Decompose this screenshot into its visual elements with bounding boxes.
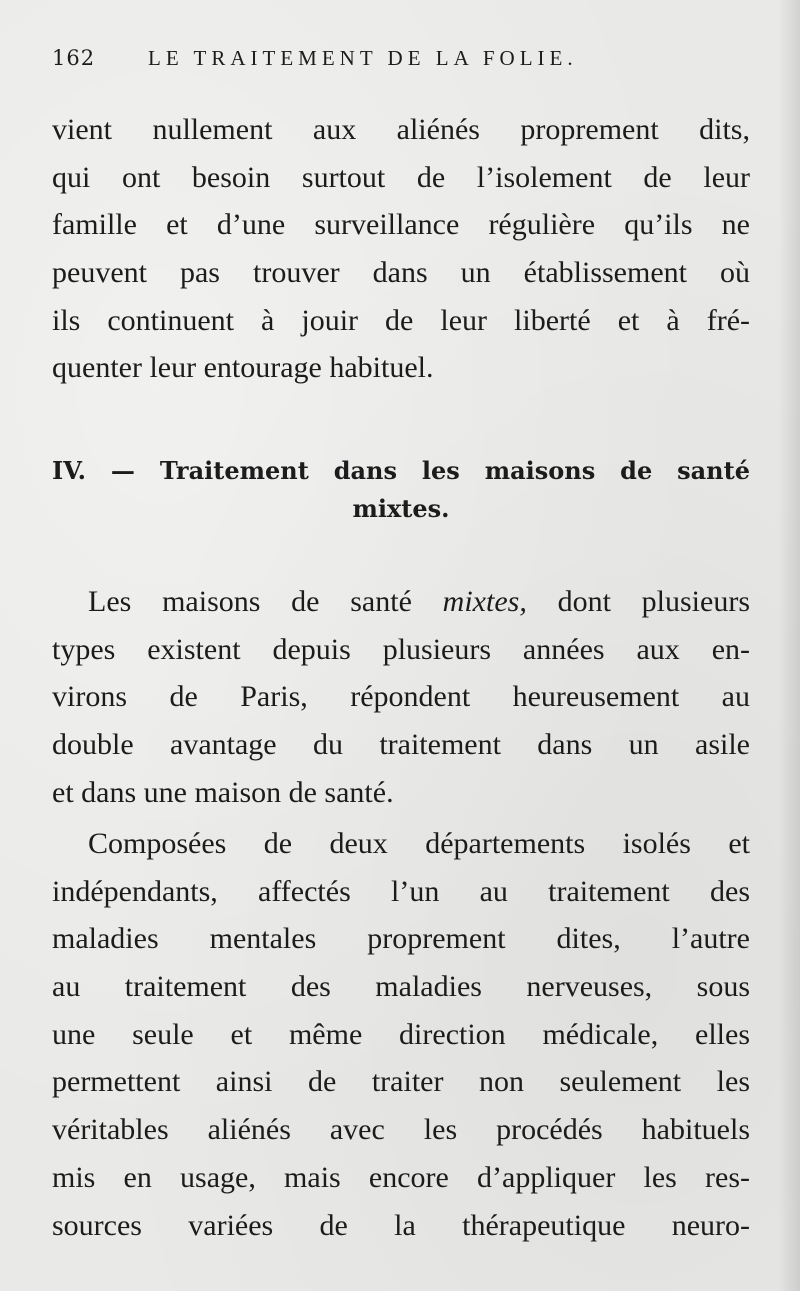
- text-line: virons de Paris, répondent heureusement au: [52, 680, 750, 714]
- text-line: famille et d’une surveillance régulière qu’ils ne: [52, 208, 750, 242]
- text-line: Composées de deux départements isolés et: [88, 827, 750, 860]
- text-line: une seule et même direction médicale, elles: [52, 1017, 750, 1051]
- text-line: qui ont besoin surtout de l’isolement de leur: [52, 160, 750, 194]
- text-line: véritables aliénés avec les procédés habituels: [52, 1113, 750, 1147]
- text-line: vient nullement aux aliénés proprement dits,: [52, 113, 750, 146]
- text-line: et dans une maison de santé.: [52, 775, 394, 809]
- section-heading-line: mixtes.: [352, 494, 450, 523]
- text-line: types existent depuis plusieurs années aux en-: [52, 632, 750, 666]
- text-line: maladies mentales proprement dites, l’autre: [52, 922, 750, 956]
- paragraph-mixed-houses: [52, 578, 750, 816]
- text-line: peuvent pas trouver dans un établissement où: [52, 256, 750, 290]
- text-line: indépendants, affectés l’un au traitement des: [52, 874, 750, 908]
- paragraph-continued: [52, 106, 750, 392]
- italic-term: mixtes,: [442, 585, 527, 618]
- text-line: double avantage du traitement dans un asile: [52, 728, 750, 762]
- text-line: quenter leur entourage habituel.: [52, 351, 434, 385]
- paragraph-departments: [52, 820, 750, 1249]
- text-line: ils continuent à jouir de leur liberté et à fré-: [52, 303, 750, 337]
- text-line: au traitement des maladies nerveuses, sous: [52, 970, 750, 1004]
- text-line: sources variées de la thérapeutique neuro-: [52, 1208, 750, 1242]
- page-number: 162: [52, 46, 96, 70]
- text-run: dont plusieurs: [526, 585, 750, 618]
- section-heading-line: IV. — Traitement dans les maisons de santé: [52, 456, 750, 485]
- text-line: permettent ainsi de traiter non seulement les: [52, 1065, 750, 1099]
- text-line: mis en usage, mais encore d’appliquer les res-: [52, 1160, 750, 1194]
- text-line: [52, 578, 750, 626]
- running-title: LE TRAITEMENT DE LA FOLIE.: [148, 46, 578, 70]
- section-heading: [52, 452, 750, 528]
- page-edge-shadow: [778, 0, 800, 1291]
- text-run: Les maisons de santé: [88, 585, 443, 618]
- running-head: [52, 40, 752, 80]
